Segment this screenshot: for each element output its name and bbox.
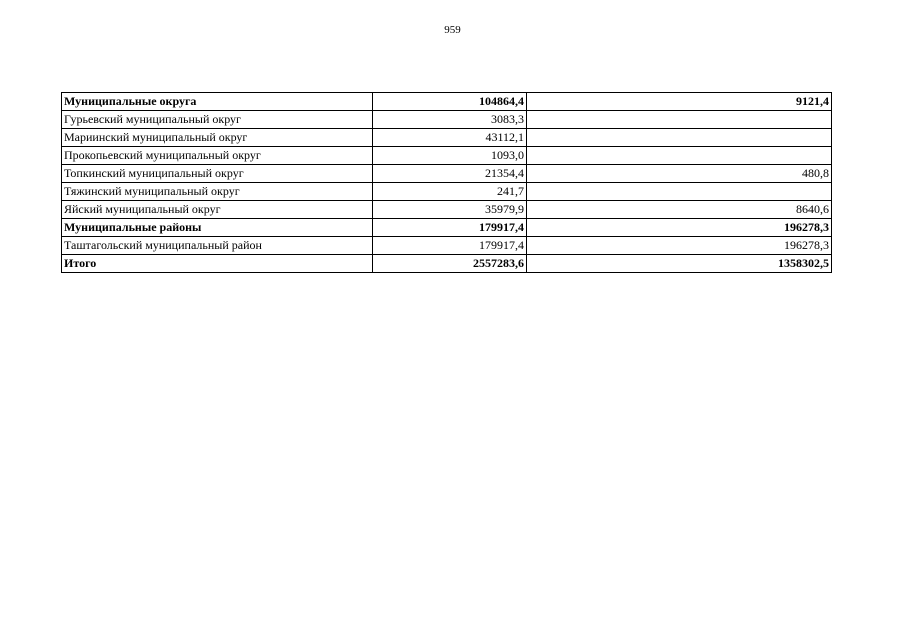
budget-table-body bbox=[62, 93, 832, 273]
row-name-cell: Таштагольский муниципальный район bbox=[62, 237, 373, 255]
table-row bbox=[62, 165, 832, 183]
row-name-cell: Тяжинский муниципальный округ bbox=[62, 183, 373, 201]
row-name-cell: Муниципальные округа bbox=[62, 93, 373, 111]
row-value2-cell bbox=[527, 183, 832, 201]
budget-table bbox=[61, 92, 832, 273]
table-row bbox=[62, 237, 832, 255]
table-row bbox=[62, 111, 832, 129]
row-value2-cell: 196278,3 bbox=[527, 219, 832, 237]
row-value1-cell: 179917,4 bbox=[373, 219, 527, 237]
table-row bbox=[62, 129, 832, 147]
row-name-cell: Прокопьевский муниципальный округ bbox=[62, 147, 373, 165]
row-value1-cell: 3083,3 bbox=[373, 111, 527, 129]
page-number: 959 bbox=[444, 24, 461, 36]
row-value2-cell bbox=[527, 129, 832, 147]
row-value2-cell: 9121,4 bbox=[527, 93, 832, 111]
table-row bbox=[62, 201, 832, 219]
row-value2-cell bbox=[527, 147, 832, 165]
row-value2-cell bbox=[527, 111, 832, 129]
row-value1-cell: 104864,4 bbox=[373, 93, 527, 111]
row-value2-cell: 1358302,5 bbox=[527, 255, 832, 273]
row-value2-cell: 480,8 bbox=[527, 165, 832, 183]
row-name-cell: Итого bbox=[62, 255, 373, 273]
row-value1-cell: 21354,4 bbox=[373, 165, 527, 183]
row-value1-cell: 2557283,6 bbox=[373, 255, 527, 273]
row-name-cell: Гурьевский муниципальный округ bbox=[62, 111, 373, 129]
row-value2-cell: 8640,6 bbox=[527, 201, 832, 219]
row-value1-cell: 241,7 bbox=[373, 183, 527, 201]
table-row bbox=[62, 147, 832, 165]
table-row bbox=[62, 183, 832, 201]
table-row-subtotal bbox=[62, 255, 832, 273]
row-value1-cell: 179917,4 bbox=[373, 237, 527, 255]
table-row-subtotal bbox=[62, 219, 832, 237]
row-name-cell: Топкинский муниципальный округ bbox=[62, 165, 373, 183]
row-value1-cell: 1093,0 bbox=[373, 147, 527, 165]
row-name-cell: Муниципальные районы bbox=[62, 219, 373, 237]
row-value2-cell: 196278,3 bbox=[527, 237, 832, 255]
row-name-cell: Яйский муниципальный округ bbox=[62, 201, 373, 219]
row-value1-cell: 35979,9 bbox=[373, 201, 527, 219]
row-name-cell: Мариинский муниципальный округ bbox=[62, 129, 373, 147]
row-value1-cell: 43112,1 bbox=[373, 129, 527, 147]
table-row-subtotal bbox=[62, 93, 832, 111]
